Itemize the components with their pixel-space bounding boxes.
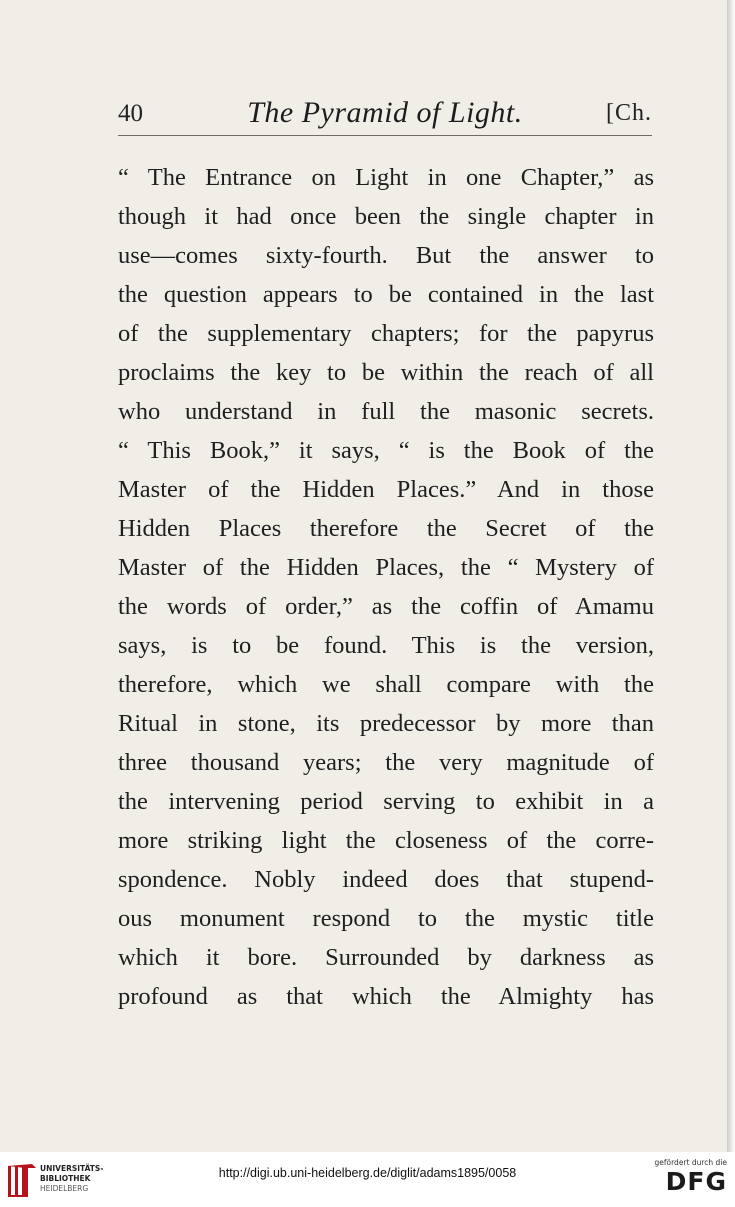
chapter-mark: [Ch. bbox=[606, 100, 652, 126]
logo-line: BIBLIOTHEK bbox=[40, 1174, 91, 1183]
text-line: Ritual in stone, its predecessor by more than bbox=[118, 710, 654, 737]
text-line: therefore, which we shall compare with the bbox=[118, 671, 654, 698]
digitization-footer bbox=[0, 1152, 735, 1207]
text-line: says, is to be found. This is the version, bbox=[118, 632, 654, 659]
body-text bbox=[118, 158, 654, 1016]
dfg-logo-icon bbox=[645, 1158, 727, 1204]
dfg-caption: gefördert durch die bbox=[654, 1158, 727, 1167]
text-line: the words of order,” as the coffin of Amamu bbox=[118, 593, 654, 620]
source-url-link[interactable]: http://digi.ub.uni-heidelberg.de/diglit/adams1895/0058 bbox=[218, 1166, 517, 1180]
dfg-wordmark: DFG bbox=[665, 1167, 727, 1196]
logo-line: HEIDELBERG bbox=[40, 1184, 89, 1193]
text-line: spondence. Nobly indeed does that stupend- bbox=[118, 866, 654, 893]
header-rule bbox=[118, 135, 652, 136]
text-line: the question appears to be contained in the last bbox=[118, 281, 654, 308]
text-line: profound as that which the Almighty has bbox=[118, 983, 654, 1010]
page-header bbox=[118, 96, 652, 140]
text-line: of the supplementary chapters; for the papyrus bbox=[118, 320, 654, 347]
text-line: which it bore. Surrounded by darkness as bbox=[118, 944, 654, 971]
page-number: 40 bbox=[118, 100, 143, 127]
text-line: use—comes sixty-fourth. But the answer to bbox=[118, 242, 654, 269]
text-line: Master of the Hidden Places.” And in those bbox=[118, 476, 654, 503]
text-line: more striking light the closeness of the corre- bbox=[118, 827, 654, 854]
text-line: the intervening period serving to exhibit in a bbox=[118, 788, 654, 815]
text-line: who understand in full the masonic secrets. bbox=[118, 398, 654, 425]
text-line: though it had once been the single chapter in bbox=[118, 203, 654, 230]
text-line: “ This Book,” it says, “ is the Book of the bbox=[118, 437, 654, 464]
running-title: The Pyramid of Light. bbox=[247, 96, 523, 129]
text-line: ous monument respond to the mystic title bbox=[118, 905, 654, 932]
text-line: Hidden Places therefore the Secret of the bbox=[118, 515, 654, 542]
text-line: proclaims the key to be within the reach of all bbox=[118, 359, 654, 386]
text-line: Master of the Hidden Places, the “ Mystery of bbox=[118, 554, 654, 581]
text-line: three thousand years; the very magnitude of bbox=[118, 749, 654, 776]
text-line: “ The Entrance on Light in one Chapter,” as bbox=[118, 164, 654, 191]
page-edge-shadow bbox=[727, 0, 735, 1152]
logo-line: UNIVERSITÄTS- bbox=[40, 1164, 104, 1173]
